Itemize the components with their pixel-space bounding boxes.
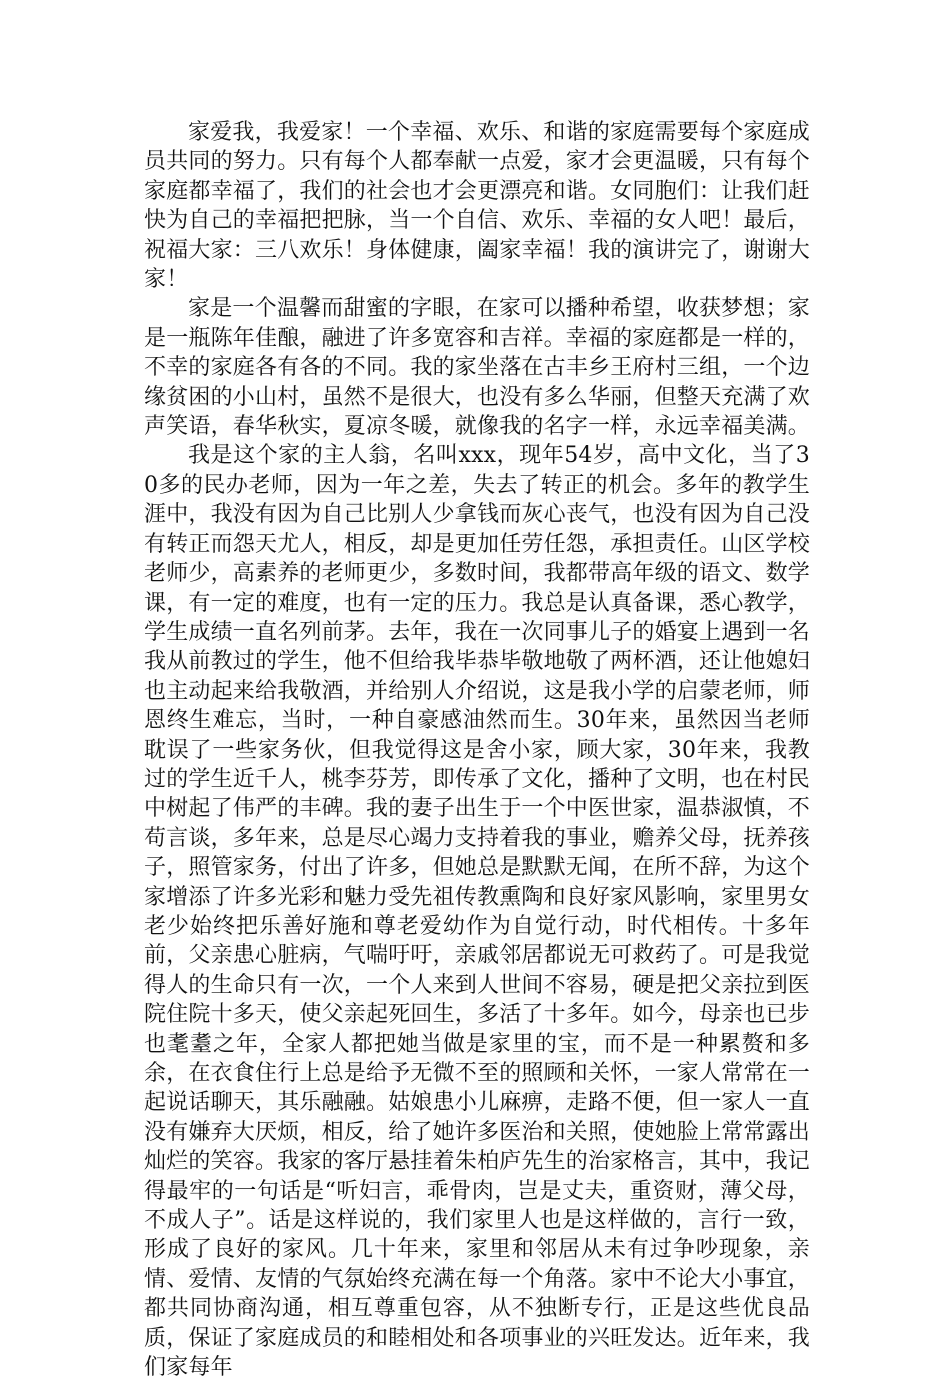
paragraph-closing-speech: 家爱我，我爱家！一个幸福、欢乐、和谐的家庭需要每个家庭成员共同的努力。只有每个人都奉献一点爱，家才会更温暖，只有每个家庭都幸福了，我们的社会也才会更漂亮和谐。女同胞们：让我们赶快为自己的幸福把把脉，当一个自信、欢乐、幸福的女人吧！最后，祝福大家：三八欢乐！身体健康，阖家幸福！我的演讲完了，谢谢大家！ — [144, 120, 811, 293]
paragraph-home-introduction: 家是一个温馨而甜蜜的字眼，在家可以播种希望，收获梦想；家是一瓶陈年佳酿，融进了许多宽容和吉祥。幸福的家庭都是一样的，不幸的家庭各有各的不同。我的家坐落在古丰乡王府村三组，一个边缘贫困的小山村，虽然不是很大，也没有多么华丽，但整天充满了欢声笑语，春华秋实，夏凉冬暖，就像我的名字一样，永远幸福美满。 — [144, 296, 811, 440]
body-text — [144, 118, 810, 1382]
paragraph-family-story: 我是这个家的主人翁，名叫xxx，现年54岁，高中文化，当了30多的民办老师，因为一年之差，失去了转正的机会。多年的教学生涯中，我没有因为自己比别人少拿钱而灰心丧气，也没有因为自己没有转正而怨天尤人，相反，却是更加任劳任怨，承担责任。山区学校老师少，高素养的老师更少，多数时间，我都带高年级的语文、数学课，有一定的难度，也有一定的压力。我总是认真备课，悉心教学，学生成绩一直名列前茅。去年，我在一次同事儿子的婚宴上遇到一名我从前教过的学生，他不但给我毕恭毕敬地敬了两杯酒，还让他媳妇也主动起来给我敬酒，并给别人介绍说，这是我小学的启蒙老师，师恩终生难忘，当时，一种自豪感油然而生。30年来，虽然因当老师耽误了一些家务伙，但我觉得这是舍小家，顾大家，30年来，我教过的学生近千人，桃李芬芳，即传承了文化，播种了文明，也在村民中树起了伟严的丰碑。我的妻子出生于一个中医世家，温恭淑慎，不苟言谈，多年来，总是尽心竭力支持着我的事业，赡养父母，抚养孩子，照管家务，付出了许多，但她总是默默无闻，在所不辞，为这个家增添了许多光彩和魅力受先祖传教熏陶和良好家风影响，家里男女老少始终把乐善好施和尊老爱幼作为自觉行动，时代相传。十多年前，父亲患心脏病，气喘吁吁，亲戚邻居都说无可救药了。可是我觉得人的生命只有一次，一个人来到人世间不容易，硬是把父亲拉到医院住院十多天，使父亲起死回生，多活了十多年。如今，母亲也已步也耄耋之年，全家人都把她当做是家里的宝，而不是一种累赘和多余，在衣食住行上总是给予无微不至的照顾和关怀，一家人常常在一起说话聊天，其乐融融。姑娘患小儿麻痹，走路不便，但一家人一直没有嫌弃大厌烦，相反，给了她许多医治和关照，使她脸上常常露出灿烂的笑容。我家的客厅悬挂着朱柏庐先生的治家格言，其中，我记得最牢的一句话是“听妇言，乖骨肉，岂是丈夫，重资财，薄父母，不成人子”。话是这样说的，我们家里人也是这样做的，言行一致，形成了良好的家风。几十年来，家里和邻居从未有过争吵现象，亲情、爱情、友情的气氛始终充满在每一个角落。家中不论大小事宜，都共同协商沟通，相互尊重包容，从不独断专行，正是这些优良品质，保证了家庭成员的和睦相处和各项事业的兴旺发达。近年来，我们家每年 — [144, 443, 811, 1381]
